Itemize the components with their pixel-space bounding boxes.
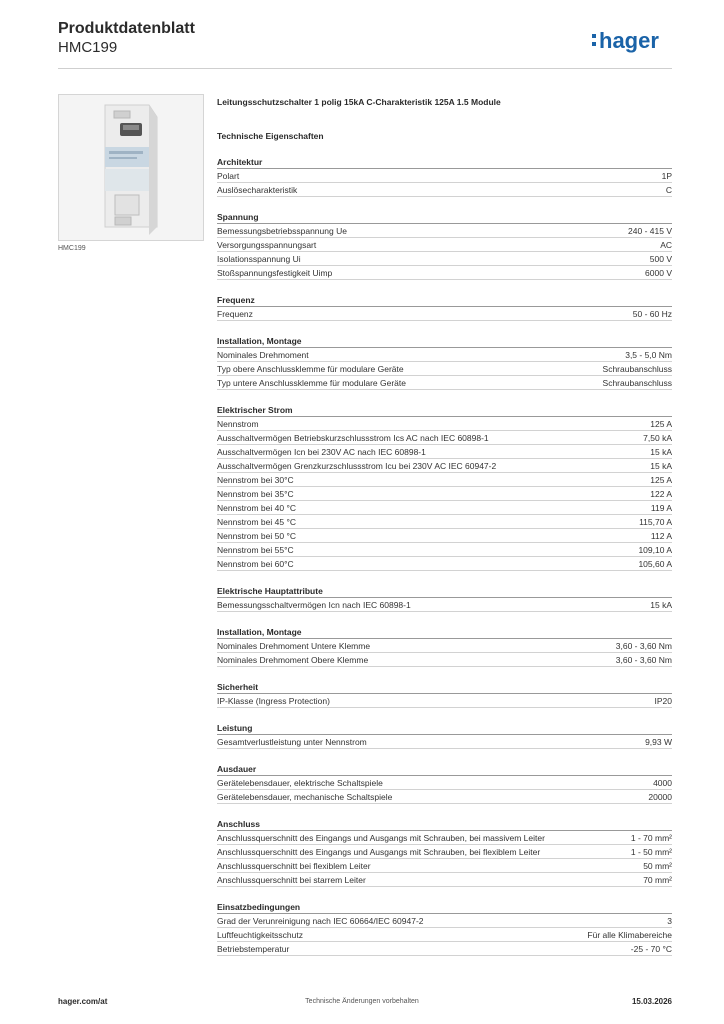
product-code: HMC199 bbox=[58, 39, 118, 56]
spec-section bbox=[217, 722, 672, 749]
hager-logo bbox=[591, 28, 675, 56]
spec-label: Betriebstemperatur bbox=[217, 944, 290, 954]
spec-value: 112 A bbox=[650, 531, 672, 541]
spec-section bbox=[217, 901, 672, 956]
spec-label: Nennstrom bei 50 °C bbox=[217, 531, 296, 541]
spec-sections bbox=[217, 156, 672, 956]
spec-value: 125 A bbox=[650, 475, 672, 485]
spec-value: 1 - 50 mm² bbox=[630, 847, 672, 857]
spec-row bbox=[217, 224, 672, 238]
spec-label: Typ obere Anschlussklemme für modulare Geräte bbox=[217, 364, 404, 374]
spec-value: 1P bbox=[661, 171, 672, 181]
section-title: Anschluss bbox=[217, 818, 672, 831]
spec-label: Frequenz bbox=[217, 309, 253, 319]
spec-row bbox=[217, 376, 672, 390]
spec-value: 109,10 A bbox=[638, 545, 672, 555]
spec-row bbox=[217, 790, 672, 804]
spec-label: Nennstrom bei 30°C bbox=[217, 475, 294, 485]
spec-label: Polart bbox=[217, 171, 240, 181]
spec-value: Schraubanschluss bbox=[602, 378, 672, 388]
spec-value: IP20 bbox=[654, 696, 672, 706]
spec-label: Anschlussquerschnitt bei starrem Leiter bbox=[217, 875, 366, 885]
spec-row bbox=[217, 501, 672, 515]
spec-value: 3,5 - 5,0 Nm bbox=[625, 350, 672, 360]
spec-value: 119 A bbox=[650, 503, 672, 513]
spec-label: Nennstrom bei 55°C bbox=[217, 545, 294, 555]
spec-value: 7,50 kA bbox=[643, 433, 672, 443]
product-image bbox=[58, 94, 204, 241]
page-title: Produktdatenblatt bbox=[58, 20, 195, 37]
spec-value: 15 kA bbox=[650, 461, 672, 471]
spec-value: AC bbox=[660, 240, 672, 250]
footer-website: hager.com/at bbox=[58, 997, 108, 1006]
spec-value: 3 bbox=[667, 916, 672, 926]
spec-row bbox=[217, 639, 672, 653]
image-caption: HMC199 bbox=[58, 245, 86, 252]
spec-label: Ausschaltvermögen Icn bei 230V AC nach IEC 60898-1 bbox=[217, 447, 426, 457]
spec-label: Nennstrom bei 45 °C bbox=[217, 517, 296, 527]
spec-row bbox=[217, 417, 672, 431]
spec-value: 70 mm² bbox=[643, 875, 672, 885]
spec-section bbox=[217, 294, 672, 321]
spec-row bbox=[217, 598, 672, 612]
spec-label: Bemessungsschaltvermögen Icn nach IEC 60898-1 bbox=[217, 600, 411, 610]
spec-value: 50 - 60 Hz bbox=[632, 309, 672, 319]
spec-section bbox=[217, 404, 672, 571]
spec-section bbox=[217, 585, 672, 612]
section-title: Leistung bbox=[217, 722, 672, 735]
spec-section bbox=[217, 818, 672, 887]
spec-row bbox=[217, 473, 672, 487]
spec-label: Nennstrom bei 35°C bbox=[217, 489, 294, 499]
spec-label: Versorgungsspannungsart bbox=[217, 240, 317, 250]
section-title: Elektrische Hauptattribute bbox=[217, 585, 672, 598]
spec-label: Isolationsspannung Ui bbox=[217, 254, 301, 264]
spec-value: 9,93 W bbox=[645, 737, 672, 747]
spec-row bbox=[217, 831, 672, 845]
spec-value: 122 A bbox=[650, 489, 672, 499]
spec-label: Gerätelebensdauer, elektrische Schaltspiele bbox=[217, 778, 383, 788]
spec-value: C bbox=[665, 185, 672, 195]
spec-row bbox=[217, 529, 672, 543]
spec-label: Ausschaltvermögen Grenzkurzschlussstrom Icu bei 230V AC IEC 60947-2 bbox=[217, 461, 497, 471]
spec-section bbox=[217, 211, 672, 280]
spec-label: Anschlussquerschnitt des Eingangs und Ausgangs mit Schrauben, bei massivem Leiter bbox=[217, 833, 545, 843]
spec-row bbox=[217, 776, 672, 790]
spec-label: Gerätelebensdauer, mechanische Schaltspiele bbox=[217, 792, 393, 802]
product-description: Leitungsschutzschalter 1 polig 15kA C-Charakteristik 125A 1.5 Module bbox=[217, 97, 501, 107]
spec-row bbox=[217, 348, 672, 362]
spec-row bbox=[217, 653, 672, 667]
spec-row bbox=[217, 914, 672, 928]
spec-label: Typ untere Anschlussklemme für modulare Geräte bbox=[217, 378, 406, 388]
spec-label: Nennstrom bei 60°C bbox=[217, 559, 294, 569]
spec-value: 50 mm² bbox=[643, 861, 672, 871]
section-title: Ausdauer bbox=[217, 763, 672, 776]
spec-row bbox=[217, 445, 672, 459]
spec-value: 240 - 415 V bbox=[628, 226, 672, 236]
spec-label: Anschlussquerschnitt des Eingangs und Ausgangs mit Schrauben, bei flexiblem Leiter bbox=[217, 847, 541, 857]
spec-section bbox=[217, 763, 672, 804]
spec-label: Anschlussquerschnitt bei flexiblem Leiter bbox=[217, 861, 371, 871]
spec-label: Grad der Verunreinigung nach IEC 60664/IEC 60947-2 bbox=[217, 916, 424, 926]
section-title: Frequenz bbox=[217, 294, 672, 307]
spec-section bbox=[217, 681, 672, 708]
technical-properties-heading: Technische Eigenschaften bbox=[217, 131, 324, 141]
spec-section bbox=[217, 335, 672, 390]
spec-row bbox=[217, 942, 672, 956]
section-title: Architektur bbox=[217, 156, 672, 169]
spec-label: Luftfeuchtigkeitsschutz bbox=[217, 930, 303, 940]
spec-row bbox=[217, 252, 672, 266]
spec-row bbox=[217, 307, 672, 321]
spec-value: 15 kA bbox=[650, 447, 672, 457]
spec-section bbox=[217, 156, 672, 197]
spec-value: 20000 bbox=[648, 792, 672, 802]
spec-label: Nennstrom bei 40 °C bbox=[217, 503, 296, 513]
section-title: Installation, Montage bbox=[217, 335, 672, 348]
spec-row bbox=[217, 169, 672, 183]
footer-date: 15.03.2026 bbox=[631, 997, 672, 1006]
spec-value: 4000 bbox=[653, 778, 672, 788]
spec-row bbox=[217, 515, 672, 529]
section-title: Elektrischer Strom bbox=[217, 404, 672, 417]
spec-value: -25 - 70 °C bbox=[630, 944, 672, 954]
spec-value: 15 kA bbox=[650, 600, 672, 610]
spec-row bbox=[217, 873, 672, 887]
spec-row bbox=[217, 845, 672, 859]
section-title: Spannung bbox=[217, 211, 672, 224]
spec-value: 3,60 - 3,60 Nm bbox=[615, 641, 672, 651]
spec-value: 125 A bbox=[650, 419, 672, 429]
spec-row bbox=[217, 543, 672, 557]
spec-row bbox=[217, 362, 672, 376]
spec-label: Ausschaltvermögen Betriebskurzschlussstrom Ics AC nach IEC 60898-1 bbox=[217, 433, 489, 443]
spec-value: Schraubanschluss bbox=[602, 364, 672, 374]
spec-value: Für alle Klimabereiche bbox=[587, 930, 672, 940]
spec-row bbox=[217, 735, 672, 749]
spec-label: Nominales Drehmoment bbox=[217, 350, 309, 360]
spec-label: IP-Klasse (Ingress Protection) bbox=[217, 696, 330, 706]
spec-label: Auslösecharakteristik bbox=[217, 185, 298, 195]
section-title: Einsatzbedingungen bbox=[217, 901, 672, 914]
spec-value: 115,70 A bbox=[639, 517, 672, 527]
spec-value: 500 V bbox=[649, 254, 672, 264]
section-title: Installation, Montage bbox=[217, 626, 672, 639]
spec-row bbox=[217, 459, 672, 473]
spec-label: Nominales Drehmoment Obere Klemme bbox=[217, 655, 369, 665]
spec-label: Stoßspannungsfestigkeit Uimp bbox=[217, 268, 333, 278]
spec-row bbox=[217, 928, 672, 942]
spec-row bbox=[217, 183, 672, 197]
spec-row bbox=[217, 487, 672, 501]
spec-value: 3,60 - 3,60 Nm bbox=[615, 655, 672, 665]
logo-text: hager bbox=[599, 28, 659, 53]
spec-content bbox=[217, 96, 672, 956]
spec-label: Bemessungsbetriebsspannung Ue bbox=[217, 226, 347, 236]
spec-row bbox=[217, 431, 672, 445]
header-divider bbox=[58, 68, 672, 69]
spec-section bbox=[217, 626, 672, 667]
spec-row bbox=[217, 694, 672, 708]
section-title: Sicherheit bbox=[217, 681, 672, 694]
spec-row bbox=[217, 557, 672, 571]
spec-label: Gesamtverlustleistung unter Nennstrom bbox=[217, 737, 367, 747]
footer-disclaimer: Technische Änderungen vorbehalten bbox=[305, 998, 419, 1005]
spec-label: Nominales Drehmoment Untere Klemme bbox=[217, 641, 371, 651]
spec-label: Nennstrom bbox=[217, 419, 259, 429]
spec-row bbox=[217, 238, 672, 252]
spec-value: 6000 V bbox=[645, 268, 672, 278]
spec-value: 105,60 A bbox=[638, 559, 672, 569]
spec-row bbox=[217, 266, 672, 280]
spec-row bbox=[217, 859, 672, 873]
spec-value: 1 - 70 mm² bbox=[630, 833, 672, 843]
